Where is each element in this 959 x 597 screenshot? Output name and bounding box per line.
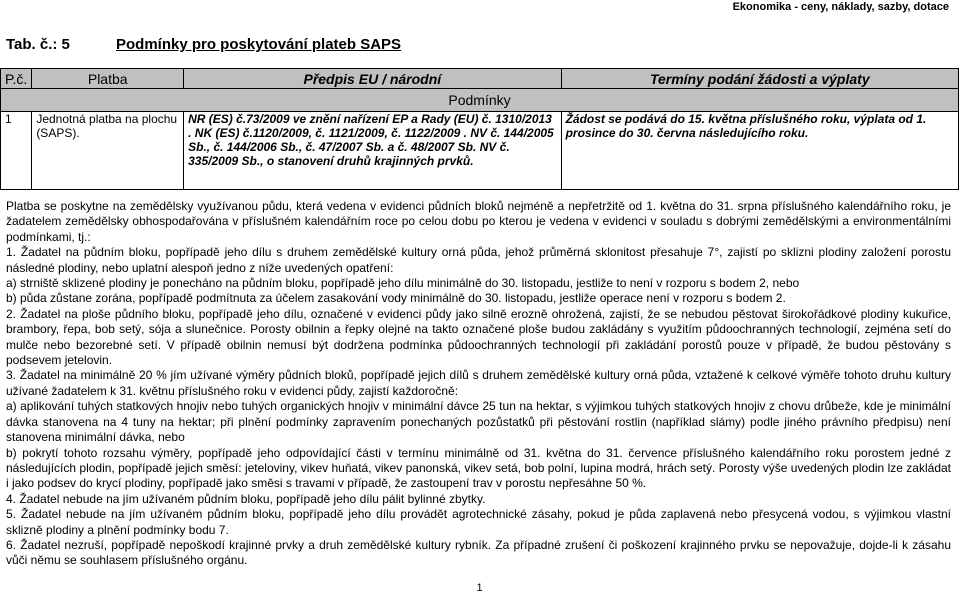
intro-paragraph: Platba se poskytne na zemědělsky využívanou půdu, která vedena v evidenci půdních bloků nejméně a nepřetržitě od 1. května do 31. srpna příslušného kalendářního roku, je žadatelem zemědělsky obhospodařována v příslušném kalendářním roce po celou dobu po kterou je vedena v evidenci v souladu s dobrými zemědělskými a environmentálními podmínkami, tj.: bbox=[6, 199, 951, 244]
saps-table bbox=[0, 68, 959, 190]
condition-3a: a) aplikování tuhých statkových hnojiv nebo tuhých organických hnojiv v minimální dávce 25 tun na hektar, s výjimkou tuhých statkových hnojiv z chovu drůbeže, kde je minimální dávka stanovena na 4 tuny na hektar; při plnění podmínky zapravením ponechaných pozůstatků při pěstování rostlin (například slámy) podle jiného právního předpisu) není stanovena minimální dávka, nebo bbox=[6, 399, 951, 445]
condition-2: 2. Žadatel na ploše půdního bloku, popřípadě jeho dílu, označené v evidenci půdy jako silně erozně ohrožená, zajistí, že se nebudou pěstovat širokořádkové plodiny kukuřice, brambory, řepa, bob setý, sója a slunečnice. Porosty obilnin a řepky olejné na takto označené ploše budou zakládány s využitím půdoochranných technologií, zejména setí do mulče nebo bezorebné setí. V případě obilnin nemusí být dodržena podmínka půdoochranných technologií při zakládání porostů pouze v případě, že budou pěstovány s podsevem jetelovin. bbox=[6, 306, 951, 368]
condition-3: 3. Žadatel na minimálně 20 % jím užívané výměry půdních bloků, popřípadě jejich dílů s druhem zemědělské kultury orná půda, vztažené k celkové výměře tohoto druhu kultury užívané žadatelem k 31. květnu příslušného roku v evidenci půdy, zajistí každoročně: bbox=[6, 368, 951, 398]
row-payment: Jednotná platba na plochu (SAPS). bbox=[32, 112, 184, 190]
table-number: Tab. č.: 5 bbox=[6, 36, 70, 53]
row-deadlines: Žádost se podává do 15. května příslušného roku, výplata od 1. prosince do 30. června následujícího roku. bbox=[561, 112, 958, 190]
condition-1a: a) strniště sklizené plodiny je ponecháno na půdním bloku, popřípadě jeho dílu minimálně do 30. listopadu, jestliže to není v rozporu s bodem 2, nebo bbox=[6, 276, 800, 291]
condition-4: 4. Žadatel nebude na jím užívaném půdním bloku, popřípadě jeho dílu pálit bylinné zbytky. bbox=[6, 491, 486, 506]
conditions-text bbox=[6, 199, 951, 569]
row-legislation: NR (ES) č.73/2009 ve znění nařízení EP a Rady (EU) č. 1310/2013 . NK (ES) č.1120/2009, č. 1121/2009, č. 1122/2009 . NV č. 144/2005 Sb., č. 144/2006 Sb., č. 47/2007 Sb. a č. 48/2007 Sb. NV č. 335/2009 Sb., o stanovení druhů krajinných prvků. bbox=[184, 112, 561, 190]
condition-6: 6. Žadatel nezruší, popřípadě nepoškodí krajinné prvky a druh zemědělské kultury rybník. Za případné zrušení či poškození krajinného prvku se nepovažuje, dojde-li k zásahu vůči němu se souhlasem příslušného orgánu. bbox=[6, 537, 951, 568]
col-header-legislation: Předpis EU / národní bbox=[184, 69, 561, 89]
column-header-row bbox=[1, 69, 959, 89]
condition-5: 5. Žadatel nebude na jím užívaném půdním bloku, popřípadě jeho dílu provádět agrotechnické zásahy, pokud je půda zaplavená nebo přesycená vodou, s výjimkou vlastní sklizně plodiny a plnění podmínky bodu 7. bbox=[6, 507, 951, 537]
page-number: 1 bbox=[476, 582, 483, 594]
row-number: 1 bbox=[1, 112, 32, 190]
col-header-no: P.č. bbox=[1, 69, 32, 89]
running-header: Ekonomika - ceny, náklady, sazby, dotace bbox=[732, 1, 949, 13]
condition-1b: b) půda zůstane zorána, popřípadě podmítnuta za účelem zasakování vody minimálně do 30. listopadu, jestliže operace není v rozporu s bodem 2. bbox=[6, 291, 786, 306]
col-header-payment: Platba bbox=[32, 69, 184, 89]
conditions-header-row bbox=[1, 89, 959, 112]
condition-1: 1. Žadatel na půdním bloku, popřípadě jeho dílu s druhem zemědělské kultury orná půda, jehož průměrná sklonitost přesahuje 7°, zajistí po sklizni plodiny založení porostu následné plodiny, nebo uplatní alespoň jedno z níže uvedených opatření: bbox=[6, 245, 951, 275]
table-title: Podmínky pro poskytování plateb SAPS bbox=[116, 36, 402, 53]
table-row bbox=[1, 112, 959, 190]
condition-3b: b) pokrytí tohoto rozsahu výměry, popřípadě jeho odpovídající části v termínu minimálně od 31. května do 31. července příslušného kalendářního roku porostem jedné z následujících plodin, popřípadě jejich směsí: jeteloviny, vikev huňatá, vikev panonská, vikev setá, bob polní, lupina modrá, hrách setý. Porosty výše uvedených plodin lze zakládat i jako podsev do krycí plodiny, popřípadě jako směsi s travami v případě, že zastoupení trav v porostu nepřesáhne 50 %. bbox=[6, 445, 951, 491]
col-header-deadlines: Termíny podání žádosti a výplaty bbox=[561, 69, 958, 89]
conditions-header: Podmínky bbox=[1, 89, 959, 112]
